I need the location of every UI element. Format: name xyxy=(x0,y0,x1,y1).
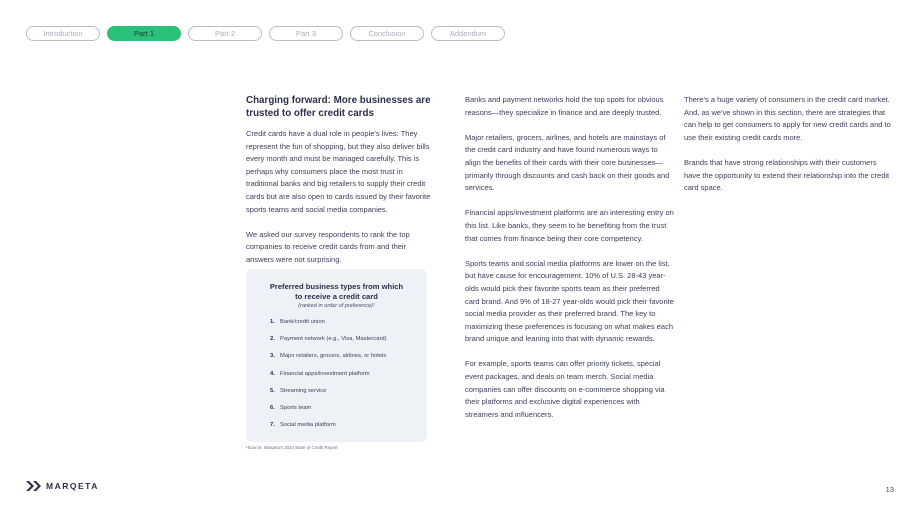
list-item xyxy=(270,353,415,370)
list-item xyxy=(270,319,415,336)
paragraph-retailers: Major retailers, grocers, airlines, and hotels are mainstays of the credit card industry and have found numerous ways to align the benefits of their cards with their core businesses—primarily through discounts and cash back on their goods and services. xyxy=(465,132,670,193)
paragraph-examples: For example, sports teams can offer priority tickets, special event packages, and deals on team merch. Social media companies can offer discounts on e-commerce shopping via their platforms and exclusive digital experiences with streamers and influencers. xyxy=(465,359,665,419)
paragraph-brands: Brands that have strong relationships with their customers have the opportunity to extend their relationship into the credit card space. xyxy=(684,157,890,193)
preference-callout xyxy=(246,269,427,442)
column-left xyxy=(246,94,436,279)
heading-line-1: Charging forward: More businesses are xyxy=(246,95,431,106)
tab-part-3[interactable]: Part 3 xyxy=(269,26,343,41)
list-item xyxy=(270,388,415,405)
tab-part-2[interactable]: Part 2 xyxy=(188,26,262,41)
rank-number: 2. xyxy=(270,336,275,343)
paragraph-sports-social: Sports teams and social media platforms are lower on the list, but have cause for encouragement. 10% of U.S. 28-43 year-olds would pick their favorite sports team as their preferred card brand. And 9% of 18-27 year-olds would pick their favorite social media provider as their preferred brand. The key to maximizing these preferences is focusing on what makes each brand unique and leaning into that with dynamic rewards. xyxy=(465,258,674,344)
tab-addendum[interactable]: Addendum xyxy=(431,26,505,41)
logo-wordmark: MARQETA xyxy=(46,481,99,491)
paragraph-banks: Banks and payment networks hold the top spots for obvious reasons—they specialize in finance and are deeply trusted. xyxy=(465,95,664,117)
heading-line-2: trusted to offer credit cards xyxy=(246,108,374,119)
rank-label: Major retailers, grocers, airlines, or hotels xyxy=(280,353,387,360)
rank-number: 6. xyxy=(270,404,275,411)
rank-label: Bank/credit union xyxy=(280,319,325,325)
callout-subtitle: (ranked in order of preference)¹ xyxy=(298,303,375,309)
rank-label: Financial apps/investment platform xyxy=(280,370,370,377)
rank-number: 4. xyxy=(270,370,275,377)
page-number: 13 xyxy=(885,485,894,494)
rank-number: 1. xyxy=(270,319,275,325)
list-item xyxy=(270,336,415,353)
tab-part-1[interactable]: Part 1 xyxy=(107,26,181,41)
paragraph-variety: There's a huge variety of consumers in the credit card market. And, as we've shown in this section, there are strategies that can help to get consumers to apply for new credit cards and to use their existing credit cards more. xyxy=(684,95,891,142)
callout-title: Preferred business types from which to receive a credit card xyxy=(269,282,404,301)
paragraph-financial-apps: Financial apps/investment platforms are an interesting entry on this list. Like banks, they seem to be benefiting from the trust that comes from finance being their core competency. xyxy=(465,208,674,243)
section-heading xyxy=(246,94,436,120)
rank-label: Sports team xyxy=(280,404,312,411)
column-middle xyxy=(465,94,675,434)
marqeta-chevrons-icon xyxy=(26,481,42,491)
rank-number: 3. xyxy=(270,353,275,360)
column-right xyxy=(684,94,894,207)
list-item xyxy=(270,422,415,439)
marqeta-logo xyxy=(26,481,99,491)
section-nav xyxy=(26,26,505,41)
intro-paragraph: Credit cards have a dual role in people's lives: They represent the fun of shopping, but they also deliver bills every month and must be managed carefully. This is perhaps why consumers place the most trust in traditional banks and big retailers to supply their credit cards but are also open to cards issued by their favorite sports teams and social media companies. xyxy=(246,129,431,214)
ranking-list xyxy=(258,319,415,439)
tab-conclusion[interactable]: Conclusion xyxy=(350,26,424,41)
survey-paragraph: We asked our survey respondents to rank the top companies to receive credit cards from and their answers were not surprising. xyxy=(246,229,410,264)
rank-number: 5. xyxy=(270,387,275,394)
rank-number: 7. xyxy=(270,422,275,429)
list-item xyxy=(270,371,415,388)
rank-label: Social media platform xyxy=(280,422,336,429)
rank-label: Payment network (e.g., Visa, Mastercard) xyxy=(280,336,387,343)
source-footnote: ¹Source: Marqeta's 2024 State of Credit Report xyxy=(246,445,338,450)
list-item xyxy=(270,405,415,422)
tab-introduction[interactable]: Introduction xyxy=(26,26,100,41)
rank-label: Streaming service xyxy=(280,387,327,394)
